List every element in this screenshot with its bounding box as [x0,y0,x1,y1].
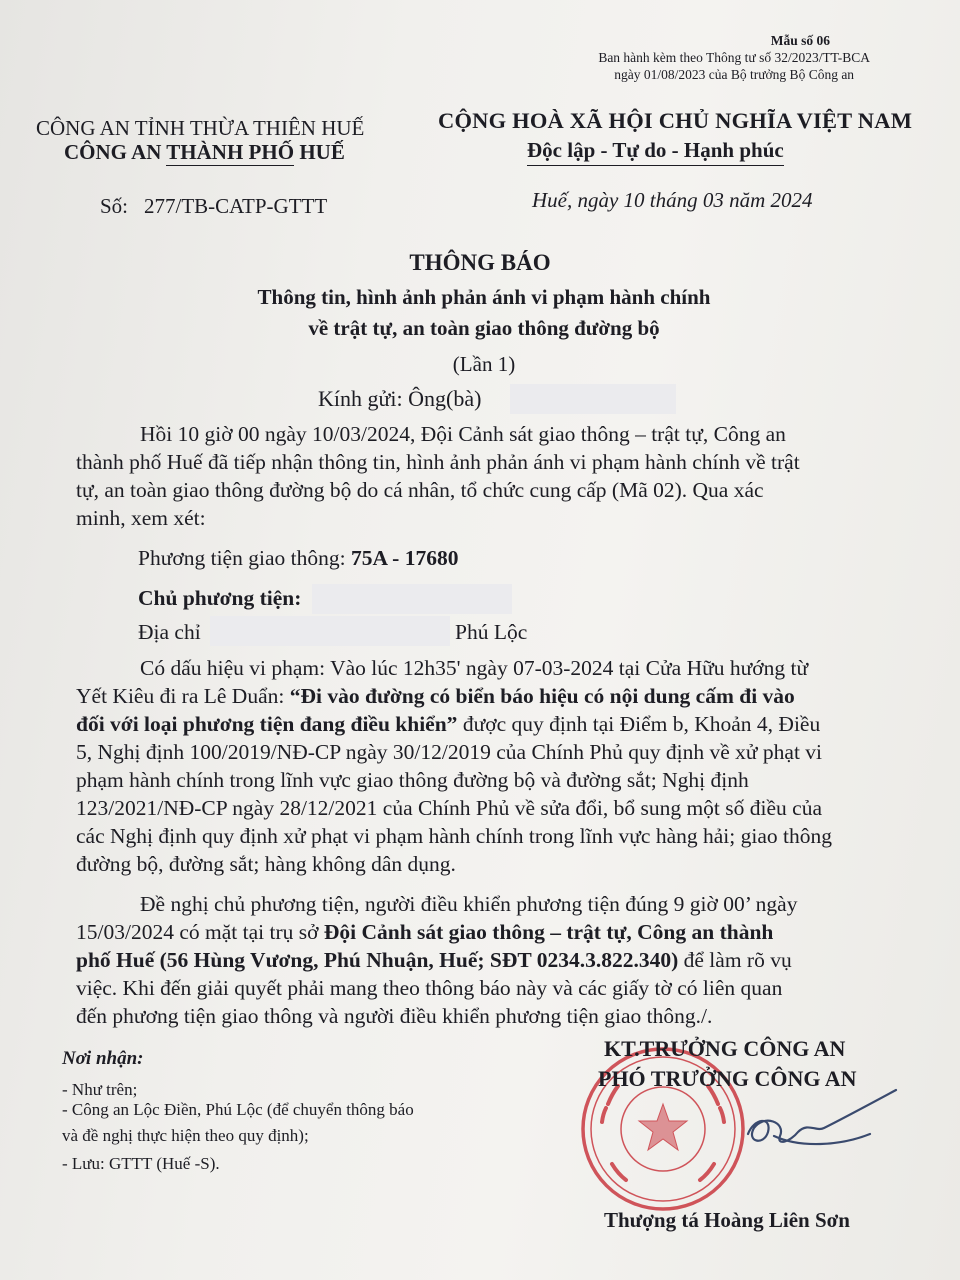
doc-no-label: Số: [100,194,129,218]
p2-line-7: các Nghị định quy định xử phạt vi phạm hành chính trong lĩnh vực hàng hải; giao thông [76,824,832,848]
redacted-address [210,616,450,646]
form-number: Mẫu số 06 [770,33,830,48]
form-issued-by: Ban hành kèm theo Thông tư số 32/2023/TT-BCA [598,50,870,65]
p1-line-4: minh, xem xét: [76,506,206,530]
form-issued-date: ngày 01/08/2023 của Bộ trưởng Bộ Công an [614,67,855,82]
nation-motto: Độc lập - Tự do - Hạnh phúc [527,138,784,166]
document-number [100,194,327,219]
doc-subtitle-2: về trật tự, an toàn giao thông đường bộ [308,316,660,340]
p2-line-6: 123/2021/NĐ-CP ngày 28/12/2021 của Chính Phủ về sửa đổi, bổ sung một số điều của [76,796,822,820]
p3-line-3-text: để làm rõ vụ [678,948,792,972]
vehicle-plate: 75A - 17680 [350,546,459,570]
date-line: Huế, ngày 10 tháng 03 năm 2024 [532,188,813,212]
p3-office-1: Đội Cảnh sát giao thông – trật tự, Công an thành [323,920,774,944]
p3-line-2-text: 15/03/2024 có mặt tại trụ sở [76,920,324,944]
org-provincial: CÔNG AN TỈNH THỪA THIÊN HUẾ [36,116,365,140]
signature-role-2: PHÓ TRƯỞNG CÔNG AN [598,1066,857,1091]
form-reference [598,32,870,83]
signer-name: Thượng tá Hoàng Liên Sơn [604,1208,850,1232]
p3-line-2 [76,918,906,946]
owner-label: Chủ phương tiện: [138,586,302,610]
org-city [64,140,345,165]
p2-violation-quote-2: đối với loại phương tiện đang điều khiển” [76,712,458,736]
paragraph-violation [76,654,906,878]
p2-violation-quote-1: “Đi vào đường có biển báo hiệu có nội dung cấm đi vào [289,684,795,708]
recipient-item: và đề nghị thực hiện theo quy định); [62,1126,309,1145]
org-city-underlined: THÀNH PHỐ [166,140,295,164]
p1-line-2: thành phố Huế đã tiếp nhận thông tin, hình ảnh phản ánh vi phạm hành chính về trật [76,450,800,474]
p3-office-2: phố Huế (56 Hùng Vương, Phú Nhuận, Huế; SĐT 0234.3.822.340) [76,948,679,972]
vehicle-label: Phương tiện giao thông: [138,546,351,570]
org-city-prefix: CÔNG AN [64,140,167,164]
recipients-label: Nơi nhận: [62,1048,144,1069]
doc-title: THÔNG BÁO [409,250,551,275]
p3-line-1: Đề nghị chủ phương tiện, người điều khiển phương tiện đúng 9 giờ 00’ ngày [140,892,798,916]
nation-title: CỘNG HOÀ XÃ HỘI CHỦ NGHĨA VIỆT NAM [438,108,913,133]
p2-line-4: 5, Nghị định 100/2019/NĐ-CP ngày 30/12/2019 của Chính Phủ quy định về xử phạt vi [76,740,823,764]
doc-subtitle-1: Thông tin, hình ảnh phản ánh vi phạm hành chính [257,285,711,309]
p2-line-8: đường bộ, đường sắt; hàng không dân dụng. [76,852,456,876]
redacted-owner [312,584,512,614]
p3-line-5: đến phương tiện giao thông và người điều khiển phương tiện giao thông./. [76,1004,713,1028]
address-district: Phú Lộc [455,620,528,644]
recipient-item: - Như trên; [62,1080,138,1099]
address-label: Địa chỉ [138,620,201,644]
p3-line-4: việc. Khi đến giải quyết phải mang theo thông báo này và các giấy tờ có liên quan [76,976,783,1000]
vehicle-row [138,546,458,571]
p3-line-3 [76,946,906,974]
recipient-item: - Lưu: GTTT (Huế -S). [62,1154,220,1173]
p2-line-2 [76,682,906,710]
paragraph-request [76,890,906,1030]
handwritten-signature-icon [720,1076,920,1172]
p2-line-3-text: được quy định tại Điểm b, Khoản 4, Điều [457,712,821,736]
p2-line-1: Có dấu hiệu vi phạm: Vào lúc 12h35' ngày 07-03-2024 tại Cửa Hữu hướng từ [140,656,809,680]
p2-line-5: phạm hành chính trong lĩnh vực giao thông đường bộ và đường sắt; Nghị định [76,768,749,792]
paragraph-intro [76,420,906,532]
recipient-item: - Công an Lộc Điền, Phú Lộc (để chuyển thông báo [62,1100,414,1119]
p1-line-1: Hồi 10 giờ 00 ngày 10/03/2024, Đội Cảnh sát giao thông – trật tự, Công an [140,422,786,446]
p2-line-3 [76,710,906,738]
redacted-name [510,384,676,414]
p2-line-2-text: Yết Kiêu đi ra Lê Duẩn: [76,684,290,708]
signature-role-1: KT.TRƯỞNG CÔNG AN [604,1036,846,1061]
org-city-suffix: HUẾ [294,140,345,164]
doc-no-value: 277/TB-CATP-GTTT [144,194,328,218]
p1-line-3: tự, an toàn giao thông đường bộ do cá nhân, tổ chức cung cấp (Mã 02). Qua xác [76,478,764,502]
notice-round: (Lần 1) [452,352,516,376]
addressee-label: Kính gửi: Ông(bà) [318,386,482,411]
